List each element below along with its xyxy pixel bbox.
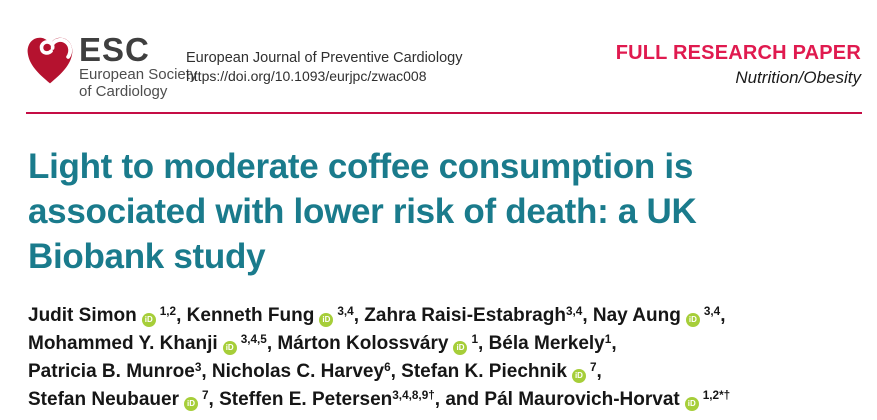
author-name: , — [720, 305, 726, 326]
author-name: , Nay Aung — [582, 305, 681, 326]
author-name: , — [596, 361, 602, 382]
affiliation-superscript: 1,2*† — [702, 388, 731, 402]
affiliation-superscript: 7 — [201, 388, 209, 402]
author-name: Patricia B. Munroe — [28, 361, 195, 382]
journal-block — [186, 49, 462, 85]
orcid-icon[interactable]: iD — [686, 313, 700, 327]
author-line — [28, 386, 862, 414]
esc-brand-block — [79, 33, 197, 100]
orcid-icon[interactable]: iD — [685, 397, 699, 411]
affiliation-superscript: 7 — [589, 360, 597, 374]
author-line — [28, 358, 862, 386]
author-line — [28, 302, 862, 330]
affiliation-superscript: 3,4 — [565, 304, 583, 318]
doi-link[interactable]: https://doi.org/10.1093/eurjpc/zwac008 — [186, 68, 427, 84]
author-name: , Béla Merkely — [478, 333, 605, 354]
journal-name: European Journal of Preventive Cardiology — [186, 50, 463, 66]
article-title — [28, 144, 858, 279]
title-line-2: associated with lower risk of death: a UK — [28, 192, 697, 231]
author-name: , Stefan K. Piechnik — [390, 361, 567, 382]
affiliation-superscript: 3 — [194, 360, 202, 374]
author-name: , Kenneth Fung — [176, 305, 315, 326]
affiliation-superscript: 1 — [604, 332, 612, 346]
header-divider — [26, 112, 862, 114]
orcid-icon[interactable]: iD — [142, 313, 156, 327]
affiliation-superscript: 6 — [384, 360, 391, 374]
author-name: , Zahra Raisi-Estabragh — [353, 305, 566, 326]
orcid-icon[interactable]: iD — [453, 341, 467, 355]
affiliation-superscript: 3,4 — [703, 304, 721, 318]
article-topic: Nutrition/Obesity — [735, 68, 861, 87]
affiliation-superscript: 1,2 — [159, 304, 177, 318]
title-line-3: Biobank study — [28, 237, 266, 276]
author-name: , — [611, 333, 617, 354]
author-block — [28, 302, 862, 414]
esc-society-line2: of Cardiology — [79, 82, 168, 100]
title-line-1: Light to moderate coffee consumption is — [28, 147, 694, 186]
author-name: , Steffen E. Petersen — [208, 389, 393, 410]
orcid-icon[interactable]: iD — [223, 341, 237, 355]
author-name: Mohammed Y. Khanji — [28, 333, 218, 354]
esc-acronym: ESC — [79, 31, 150, 68]
article-category: FULL RESEARCH PAPER — [615, 42, 861, 64]
author-line — [28, 330, 862, 358]
orcid-icon[interactable]: iD — [319, 313, 333, 327]
article-meta-block — [616, 41, 861, 88]
esc-society-line1: European Society — [79, 66, 198, 83]
orcid-icon[interactable]: iD — [572, 369, 586, 383]
affiliation-superscript: 3,4 — [337, 304, 354, 318]
author-name: , Nicholas C. Harvey — [201, 361, 385, 382]
author-name: , Márton Kolossváry — [266, 333, 449, 354]
esc-heart-logo-icon — [24, 30, 76, 92]
orcid-icon[interactable]: iD — [184, 397, 198, 411]
affiliation-superscript: 1 — [471, 332, 479, 346]
author-name: Judit Simon — [28, 305, 137, 326]
affiliation-superscript: 3,4,5 — [240, 332, 267, 346]
affiliation-superscript: 3,4,8,9† — [392, 388, 435, 402]
author-name: , and Pál Maurovich-Horvat — [434, 389, 680, 410]
author-name: Stefan Neubauer — [28, 389, 179, 410]
